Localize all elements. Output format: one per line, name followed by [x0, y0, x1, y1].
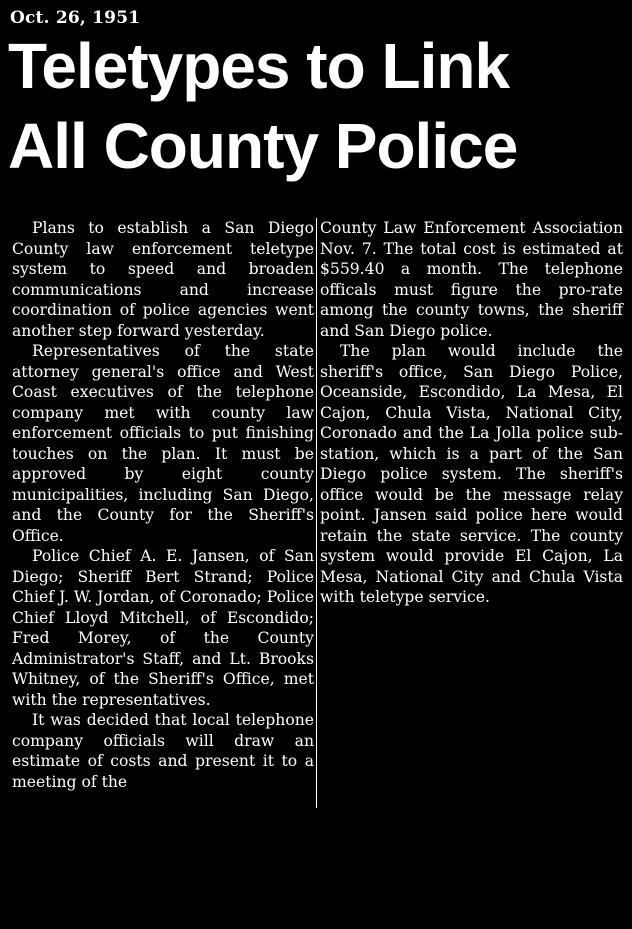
paragraph: Police Chief A. E. Jansen, of San Diego; Sheriff Bert Strand; Police Chief J. W. Jordan, of Coronado; Police Chief Lloyd Mitchell, of Escondido; Fred Morey, of the County Administrator's Staff, and Lt. Brooks Whitney, of the Sheriff's Office, met with the representatives.: [12, 547, 314, 709]
paragraph: It was decided that local telephone company officials will draw an estimate of costs and present it to a meeting of the: [12, 711, 314, 791]
headline-line-2: All County Police: [8, 110, 518, 182]
column-divider: [316, 218, 317, 808]
paragraph: Plans to establish a San Diego County law enforcement teletype system to speed and broaden communications and increase coordination of police agencies went another step forward yesterday.: [12, 219, 314, 340]
headline: [8, 26, 628, 186]
article-date: Oct. 26, 1951: [10, 8, 141, 28]
paragraph: Representatives of the state attorney general's office and West Coast executives of the telephone company met with county law enforcement officials to put finishing touches on the plan. It must be approved by eight county municipalities, including San Diego, and the County for the Sheriff's Office.: [12, 342, 314, 545]
paragraph: The plan would include the sheriff's office, San Diego Police, Oceanside, Escondido, La Mesa, El Cajon, Chula Vista, National City, Coronado and the La Jolla police sub-station, which is a part of the San Diego police system. The sheriff's office would be the message relay point. Jansen said police here would retain the state service. The county system would provide El Cajon, La Mesa, National City and Chula Vista with teletype service.: [320, 342, 623, 606]
article-column-left: [12, 218, 314, 792]
paragraph: County Law Enforcement Association Nov. 7. The total cost is estimated at $559.40 a month. The telephone officals must figure the pro-rate among the county towns, the sheriff and San Diego police.: [320, 219, 623, 340]
headline-line-1: Teletypes to Link: [8, 30, 510, 102]
article-column-right: [320, 218, 623, 608]
